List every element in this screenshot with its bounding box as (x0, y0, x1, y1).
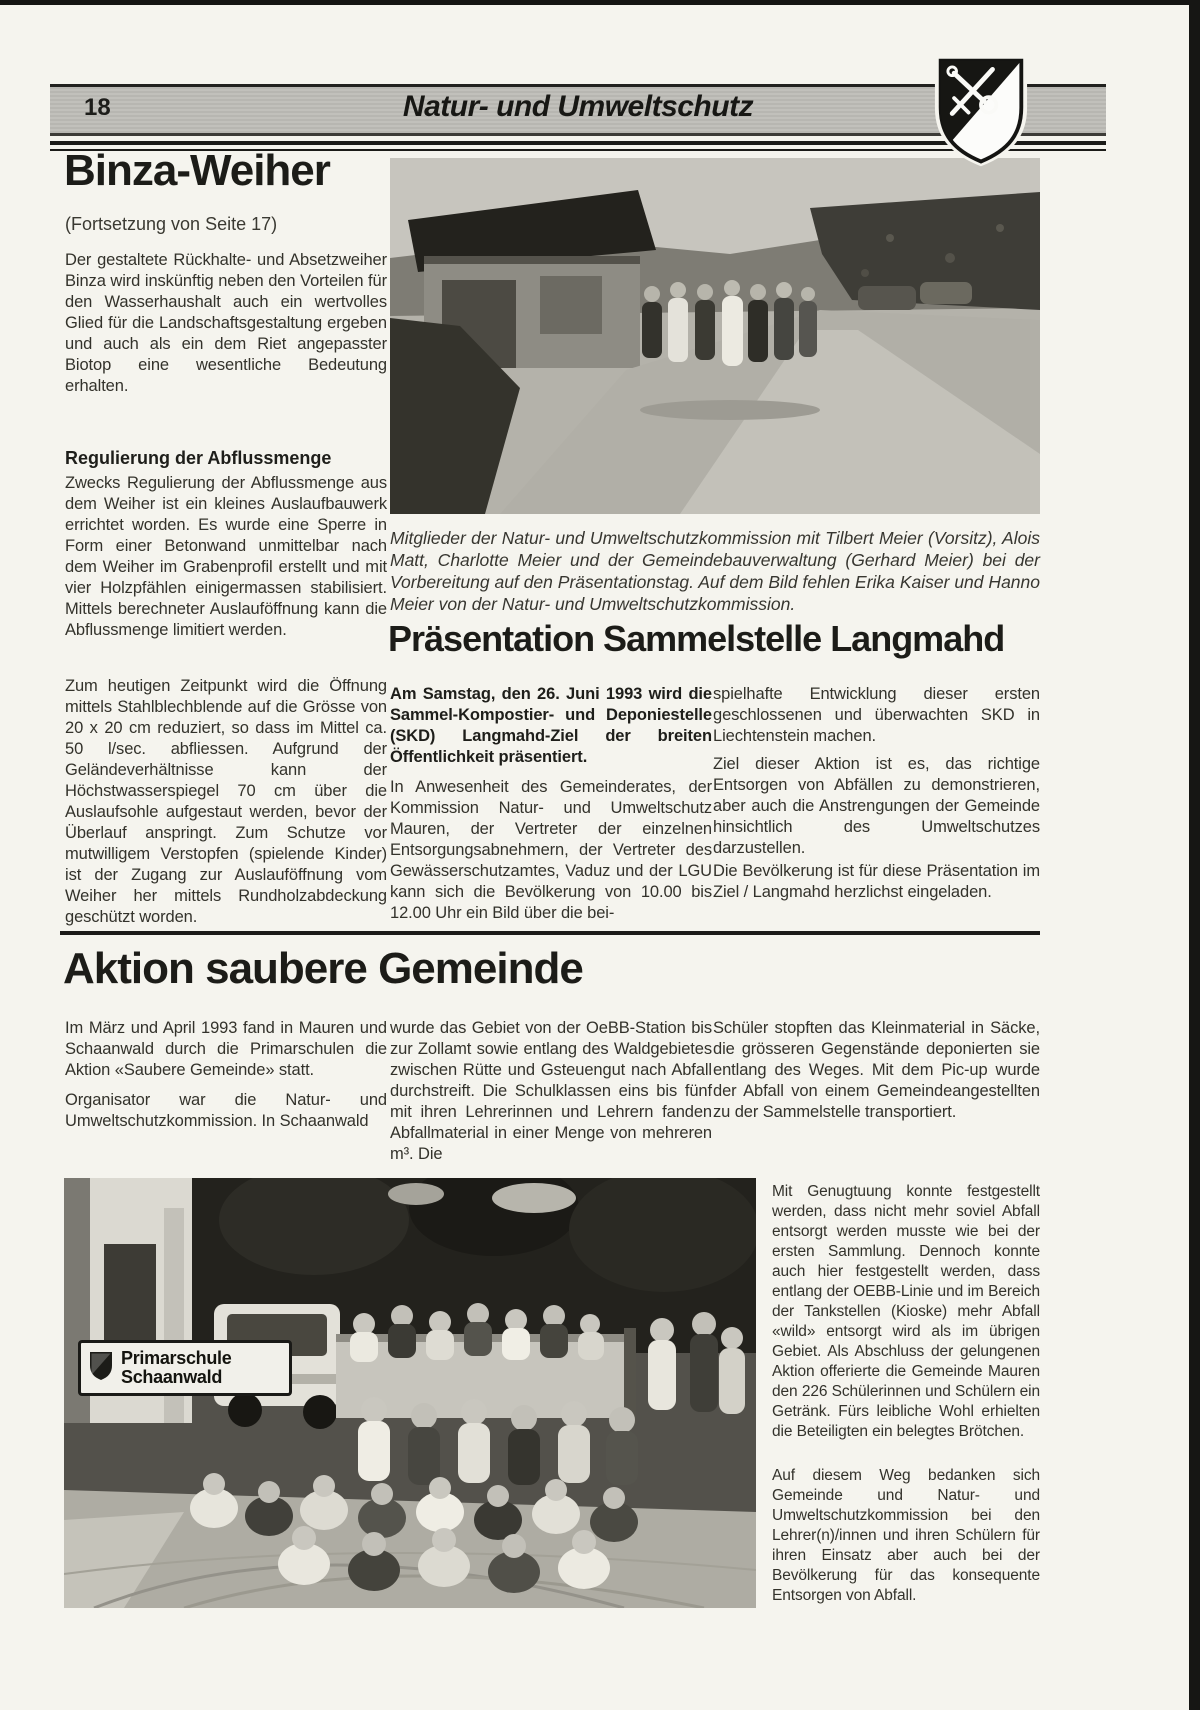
aktion-col2-paragraph-1: wurde das Gebiet von der OeBB-Station bis zur Zollamt sowie entlang des Waldgebietes zwischen Rütte und Gsteuengut nach Abfall durchstreift. Die Schulklassen eins bis fünf mit ihren Lehrerinnen und Lehrern fanden Abfallmaterial in einer Menge von mehreren m³. Die (390, 1019, 712, 1163)
aktion-column-3-lower (772, 1182, 1040, 1606)
praesentation-left-paragraph: In Anwesenheit des Gemeinderates, der Kommission Natur- und Umweltschutz Mauren, der Vertreter der einzelnen Entsorgungsabnehmern, der Vertreter des Gewässerschutzamtes, Vaduz und der LGU kann sich die Bevölkerung von 10.00 bis 12.00 Uhr ein Bild über die bei- (390, 778, 712, 922)
aktion-col3-paragraph-2: Mit Genugtuung konnte festgestellt werden, dass nicht mehr soviel Abfall entsorgt werden musste wie bei der ersten Sammlung. Dennoch konnte auch hier festgestellt werden, dass entlang der OEBB-Linie und im Bereich der Tankstellen (Kioske) mehr Abfall «wild» entsorgt wird als im übrigen Gebiet. Als Abschluss der gelungenen Aktion offerierte die Gemeinde Mauren den 226 Schülerinnen und Schülern ein Getränk. Fürs leibliche Wohl erhielten die Beteiligten ein belegtes Brötchen. (772, 1183, 1040, 1440)
section-title: Natur- und Umweltschutz (402, 90, 754, 123)
binza-paragraph-1: Der gestaltete Rückhalte- und Absetzweiher Binza wird inskünftig neben den Vorteilen für den Wasserhaushalt auch ein wertvolles Glied für die Landschaftsgestaltung ergeben und auch als ein dem Riet angepasster Biotop eine wesentliche Bedeutung erhalten. (65, 251, 387, 395)
binza-article-title: Binza-Weiher (64, 146, 330, 195)
primarschule-sign (78, 1340, 292, 1396)
aktion-column-1 (65, 1018, 387, 1132)
sign-line-1: Primarschule (121, 1348, 232, 1368)
binza-paragraph-2: Zwecks Regulierung der Abflussmenge aus dem Weiher ist ein kleines Auslaufbauwerk errichtet worden. Es wurde eine Sperre in Form einer Betonwand unmittelbar nach dem Weiher im Grabenprofil erstellt und mit vier Holzpfählen einigermassen stabilisiert. Mittels berechneter Auslauföffnung kann die Abflussmenge limitiert werden. (65, 474, 387, 639)
praesentation-right-column (713, 684, 1040, 903)
aktion-col1-paragraph-2: Organisator war die Natur- und Umweltschutzkommission. In Schaanwald (65, 1091, 387, 1130)
praesentation-right-paragraph-1: spielhafte Entwicklung dieser ersten geschlossenen und überwachten SKD in Liechtenstein machen. (713, 685, 1040, 745)
aktion-column-2 (390, 1018, 712, 1165)
scan-edge-right (1189, 0, 1200, 1710)
mauren-coat-of-arms-icon (933, 54, 1029, 164)
sign-line-2: Schaanwald (121, 1367, 223, 1387)
photo-commission-caption: Mitglieder der Natur- und Umweltschutzkommission mit Tilbert Meier (Vorsitz), Alois Matt, Charlotte Meier und der Gemeindebauverwaltung (Gerhard Meier) bei der Vorbereitung auf den Präsentationstag. Auf dem Bild fehlen Erika Kaiser und Hanno Meier von der Natur- und Umweltschutzkommission. (390, 528, 1040, 614)
aktion-col3-paragraph-1: Schüler stopften das Kleinmaterial in Säcke, die grösseren Gegenstände deponierten sie entlang des Weges. Mit dem Pic-up wurde der Abfall von einem Gemeindeangestellten zu der Sammelstelle transportiert. (713, 1019, 1040, 1121)
praesentation-left-column (390, 684, 712, 924)
aktion-col1-paragraph-1: Im März und April 1993 fand in Mauren und Schaanwald durch die Primarschulen die Aktion «Saubere Gemeinde» statt. (65, 1019, 387, 1079)
sign-text (121, 1349, 231, 1387)
binza-subheading: Regulierung der Abflussmenge (65, 448, 332, 468)
aktion-column-3 (713, 1018, 1040, 1123)
praesentation-lead: Am Samstag, den 26. Juni 1993 wird die Sammel-Kompostier- und Deponiestelle (SKD) Langmahd-Ziel der breiten Öffentlichkeit präsentiert. (390, 685, 712, 766)
aktion-col3-paragraph-3: Auf diesem Weg bedanken sich Gemeinde und Natur- und Umweltschutzkommission bei den Lehrer(n)/innen und ihren Schülern für ihren Einsatz aber auch bei der Bevölkerung für das konsequente Entsorgen von Abfall. (772, 1467, 1040, 1604)
sign-shield-icon (89, 1351, 113, 1386)
photo-commission-members (390, 158, 1040, 514)
binza-paragraph-3: Zum heutigen Zeitpunkt wird die Öffnung mittels Stahlblechblende auf die Grösse von 20 x 20 cm reduziert, so dass im Mittel ca. 50 l/sec. abfliessen. Aufgrund der Geländeverhältnisse kann der Höchstwasserspiegel 70 cm über die Auslaufsohle aufgestaut werden, bevor der Überlauf anspringt. Zum Schutze vor mutwilligem Verstopfen (spielende Kinder) ist der Zugang zur Auslauföffnung vom Weiher her mittels Rundholzabdeckung geschützt worden. (65, 677, 387, 926)
page-number: 18 (84, 94, 111, 121)
praesentation-right-paragraph-2: Ziel dieser Aktion ist es, das richtige Entsorgen von Abfällen zu demonstrieren, aber auch die Anstrengungen der Gemeinde hinsichtlich des Umweltschutzes darzustellen. (713, 755, 1040, 857)
aktion-article-title: Aktion saubere Gemeinde (63, 944, 583, 993)
binza-continuation-note: (Fortsetzung von Seite 17) (65, 214, 278, 234)
photo-commission-illustration (390, 158, 1040, 514)
praesentation-right-paragraph-3: Die Bevölkerung ist für diese Präsentation im Ziel / Langmahd herzlichst eingeladen. (713, 862, 1040, 901)
section-divider-rule (60, 931, 1040, 935)
praesentation-article-title: Präsentation Sammelstelle Langmahd (388, 618, 1005, 659)
scan-edge-top (0, 0, 1200, 5)
